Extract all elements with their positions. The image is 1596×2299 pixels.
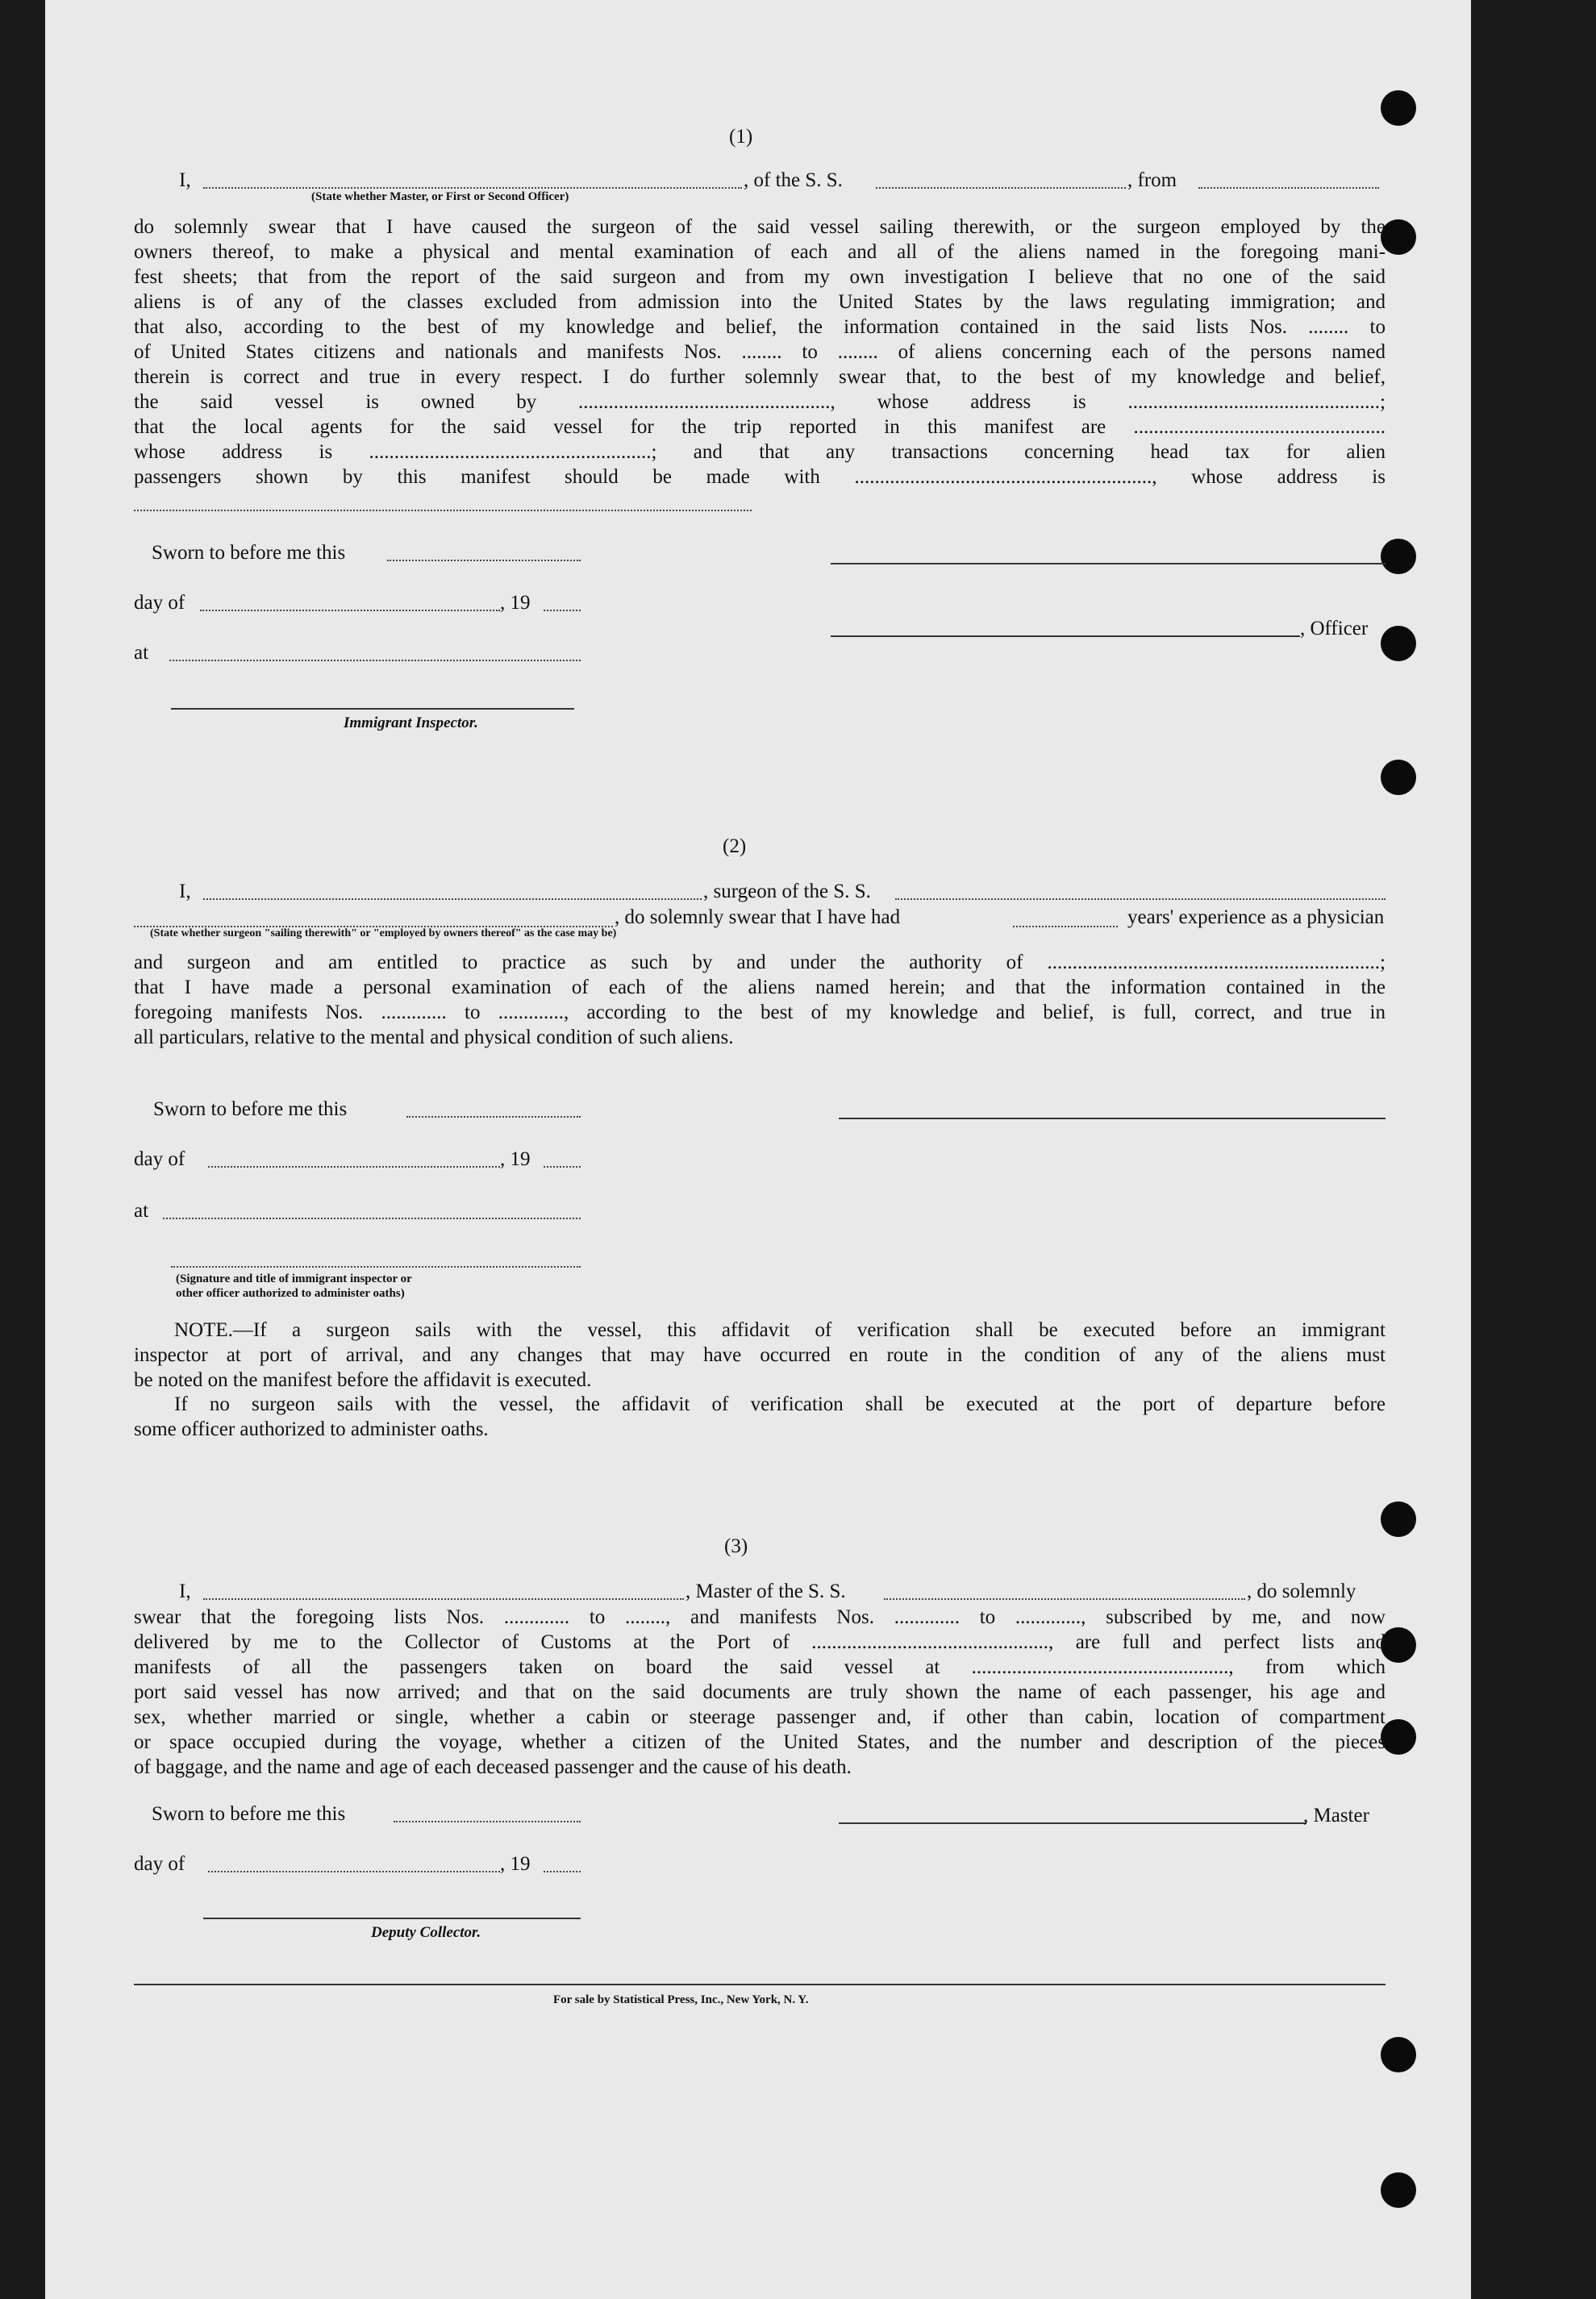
sec2-surgeon-signature-line [839, 1118, 1386, 1119]
sec2-note2-text [134, 1392, 1386, 1442]
sec1-nineteen: , 19 [500, 592, 531, 614]
sec1-officer: , Officer [1300, 618, 1369, 639]
footer-printer: For sale by Statistical Press, Inc., New York, N. Y. [553, 1993, 809, 2006]
sec3-collector-signature-line [203, 1918, 581, 1919]
sec2-line: that I have made a personal examination of each of the aliens named herein; and that the information contained in the [134, 977, 1386, 998]
sec1-line: that also, according to the best of my knowledge and belief, the information contained in the said lists Nos. ........ to [134, 316, 1386, 338]
sec1-state-note: (State whether Master, or First or Second Officer) [311, 190, 569, 203]
sec2-at: at [134, 1200, 149, 1222]
section-2-number: (2) [723, 835, 747, 857]
sec1-line: do solemnly swear that I have caused the surgeon of the said vessel sailing therewith, or the surgeon employed by the [134, 216, 1386, 238]
sec3-nineteen: , 19 [500, 1853, 531, 1875]
sec1-i-label: I, [179, 169, 191, 191]
sec2-line: and surgeon and am entitled to practice as such by and under the authority of ..................................................................; [134, 952, 1386, 973]
sec1-of-ss: , of the S. S. [744, 169, 843, 191]
sec3-line: sex, whether married or single, whether a cabin or steerage passenger and, if other than cabin, location of compartment [134, 1706, 1386, 1728]
sec3-oath-text [134, 1605, 1386, 1780]
sec1-line: the said vessel is owned by .................................................., whose address is ..................................................; [134, 391, 1386, 413]
sec2-do-swear: , do solemnly swear that I have had [615, 906, 901, 928]
sec2-day-blank [208, 1166, 500, 1168]
note-line: some officer authorized to administer oaths. [134, 1418, 489, 1440]
sec3-do-solemnly: , do solemnly [1247, 1581, 1356, 1602]
sec1-address-continuation-blank [134, 510, 752, 511]
sec1-officer-name-line [831, 635, 1300, 637]
sec2-sig-note-2: other officer authorized to administer oaths) [176, 1287, 405, 1300]
sec1-line: therein is correct and true in every respect. I do further solemnly swear that, to the best of my knowledge and belief, [134, 366, 1386, 388]
sec2-sworn: Sworn to before me this [153, 1098, 348, 1120]
footer-rule [134, 1984, 1386, 1985]
sec3-ship-blank [884, 1598, 1245, 1600]
sec1-line: passengers shown by this manifest should be made with ..........................................................., whose address is [134, 466, 1386, 488]
sec2-day-of: day of [134, 1148, 185, 1170]
sec1-officer-signature-line [831, 563, 1386, 564]
sec3-sworn: Sworn to before me this [152, 1803, 346, 1825]
sec1-line: of United States citizens and nationals and manifests Nos. ........ to ........ of aliens concerning each of the persons named [134, 341, 1386, 363]
sec3-line: or space occupied during the voyage, whether a citizen of the United States, and the number and description of the pieces [134, 1731, 1386, 1753]
sec2-at-blank [163, 1218, 581, 1219]
sec2-sig-note-1: (Signature and title of immigrant inspector or [176, 1272, 412, 1285]
sec1-at: at [134, 642, 149, 664]
sec1-oath-text [134, 214, 1386, 489]
sec2-years: years' experience as a physician [1127, 906, 1385, 928]
sec1-day-of: day of [134, 592, 185, 614]
sec1-inspector-label: Immigrant Inspector. [344, 714, 478, 731]
note-line: NOTE.—If a surgeon sails with the vessel, this affidavit of verification shall be executed before an immigrant [174, 1319, 1386, 1341]
sec2-sworn-blank [406, 1116, 581, 1118]
sec1-line: owners thereof, to make a physical and mental examination of each and all of the aliens named in the foregoing mani- [134, 241, 1386, 263]
sec3-day-of: day of [134, 1853, 185, 1875]
sec3-line: manifests of all the passengers taken on board the said vessel at ..................................................., from which [134, 1656, 1386, 1678]
sec2-line: foregoing manifests Nos. ............. to ............., according to the best of my knowledge and belief, is full, correct, and true in [134, 1002, 1386, 1023]
sec1-year-blank [544, 610, 581, 611]
sec3-master: , Master [1303, 1805, 1369, 1826]
sec1-line: fest sheets; that from the report of the said surgeon and from my own investigation I believe that no one of the said [134, 266, 1386, 288]
sec2-ship-blank [895, 898, 1386, 900]
sec3-name-blank [203, 1598, 684, 1600]
note-line: be noted on the manifest before the affidavit is executed. [134, 1369, 592, 1391]
note-line: If no surgeon sails with the vessel, the affidavit of verification shall be executed at the port of departure before [174, 1393, 1386, 1415]
sec1-line: whose address is ........................................................; and that any transactions concerning head tax for alien [134, 441, 1386, 463]
sec1-day-blank [200, 610, 500, 611]
sec1-sworn: Sworn to before me this [152, 542, 346, 564]
sec1-ship-blank [876, 187, 1126, 189]
sec2-name-blank [203, 898, 702, 900]
sec3-line: swear that the foregoing lists Nos. ............. to ........, and manifests Nos. ............. to ............., subscribed by me, and now [134, 1606, 1386, 1628]
sec2-year-blank [544, 1166, 581, 1168]
section-1-number: (1) [729, 126, 753, 148]
sec1-line: aliens is of any of the classes excluded from admission into the United States by the laws regulating immigration; and [134, 291, 1386, 313]
sec1-from: , from [1127, 169, 1177, 191]
sec2-inspector-signature-line [171, 1266, 581, 1268]
note-line: inspector at port of arrival, and any changes that may have occurred en route in the condition of any of the aliens must [134, 1344, 1386, 1366]
section-3-number: (3) [724, 1535, 748, 1557]
sec2-nineteen: , 19 [500, 1148, 531, 1170]
sec1-from-blank [1198, 187, 1379, 189]
manifest-page [45, 0, 1471, 2299]
sec1-officer-blank [203, 187, 742, 189]
sec2-state-note: (State whether surgeon "sailing therewith" or "employed by owners thereof" as the case may be) [150, 927, 617, 939]
sec3-day-blank [208, 1871, 500, 1872]
sec2-surgeon-of: , surgeon of the S. S. [703, 881, 871, 902]
sec3-collector-label: Deputy Collector. [371, 1924, 481, 1941]
sec2-note-text [134, 1318, 1386, 1393]
sec3-master-of: , Master of the S. S. [685, 1581, 846, 1602]
sec2-line: all particulars, relative to the mental and physical condition of such aliens. [134, 1027, 734, 1048]
sec3-i-label: I, [179, 1581, 191, 1602]
sec2-years-blank [1013, 926, 1118, 927]
sec1-sworn-blank [387, 560, 581, 561]
sec2-i-label: I, [179, 881, 191, 902]
sec3-line: of baggage, and the name and age of each deceased passenger and the cause of his death. [134, 1756, 852, 1778]
sec2-oath-text [134, 950, 1386, 1050]
sec3-line: delivered by me to the Collector of Customs at the Port of ..............................................., are full and perfect lists and [134, 1631, 1386, 1653]
sec3-year-blank [544, 1871, 581, 1872]
sec1-at-blank [169, 660, 581, 661]
document-body [45, 0, 1471, 2299]
sec3-sworn-blank [394, 1821, 581, 1822]
sec1-line: that the local agents for the said vessel for the trip reported in this manifest are .................................................. [134, 416, 1386, 438]
sec3-line: port said vessel has now arrived; and that on the said documents are truly shown the name of each passenger, his age and [134, 1681, 1386, 1703]
sec3-master-signature-line [839, 1822, 1306, 1824]
sec1-inspector-signature-line [171, 708, 574, 710]
